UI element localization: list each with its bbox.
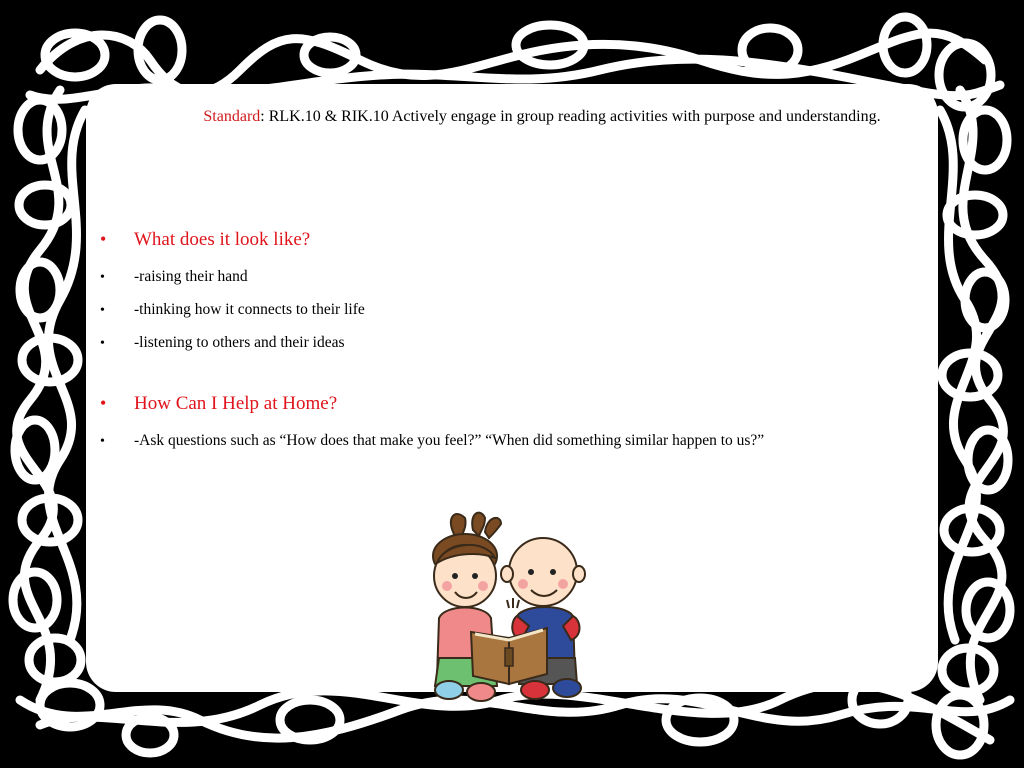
- list-item: [100, 301, 365, 319]
- bullet-icon: •: [100, 229, 107, 249]
- list-item: [100, 334, 345, 352]
- section-heading: What does it look like?: [134, 229, 311, 250]
- bullet-icon: •: [100, 303, 105, 318]
- list-item: [100, 268, 248, 286]
- list-item-text: -thinking how it connects to their life: [134, 301, 365, 318]
- bullet-icon: •: [100, 393, 107, 413]
- list-item-text: -Ask questions such as “How does that make you feel?” “When did something similar happen to us?”: [134, 432, 765, 449]
- list-item: [100, 432, 764, 450]
- bullet-icon: •: [100, 336, 105, 351]
- heading-how-can-i-help: [100, 393, 337, 415]
- section-heading: How Can I Help at Home?: [134, 393, 338, 414]
- list-item-text: -raising their hand: [134, 268, 248, 285]
- heading-what-does-it-look-like: [100, 229, 310, 251]
- two-kids-reading-book-illustration: [425, 508, 595, 708]
- bullet-icon: •: [100, 434, 105, 449]
- standard-label: Standard: [203, 108, 261, 125]
- bullet-icon: •: [100, 270, 105, 285]
- list-item-text: -listening to others and their ideas: [134, 334, 345, 351]
- standard-text: : RLK.10 & RIK.10 Actively engage in group reading activities with purpose and understanding.: [260, 108, 881, 125]
- standard-statement: [0, 108, 1024, 126]
